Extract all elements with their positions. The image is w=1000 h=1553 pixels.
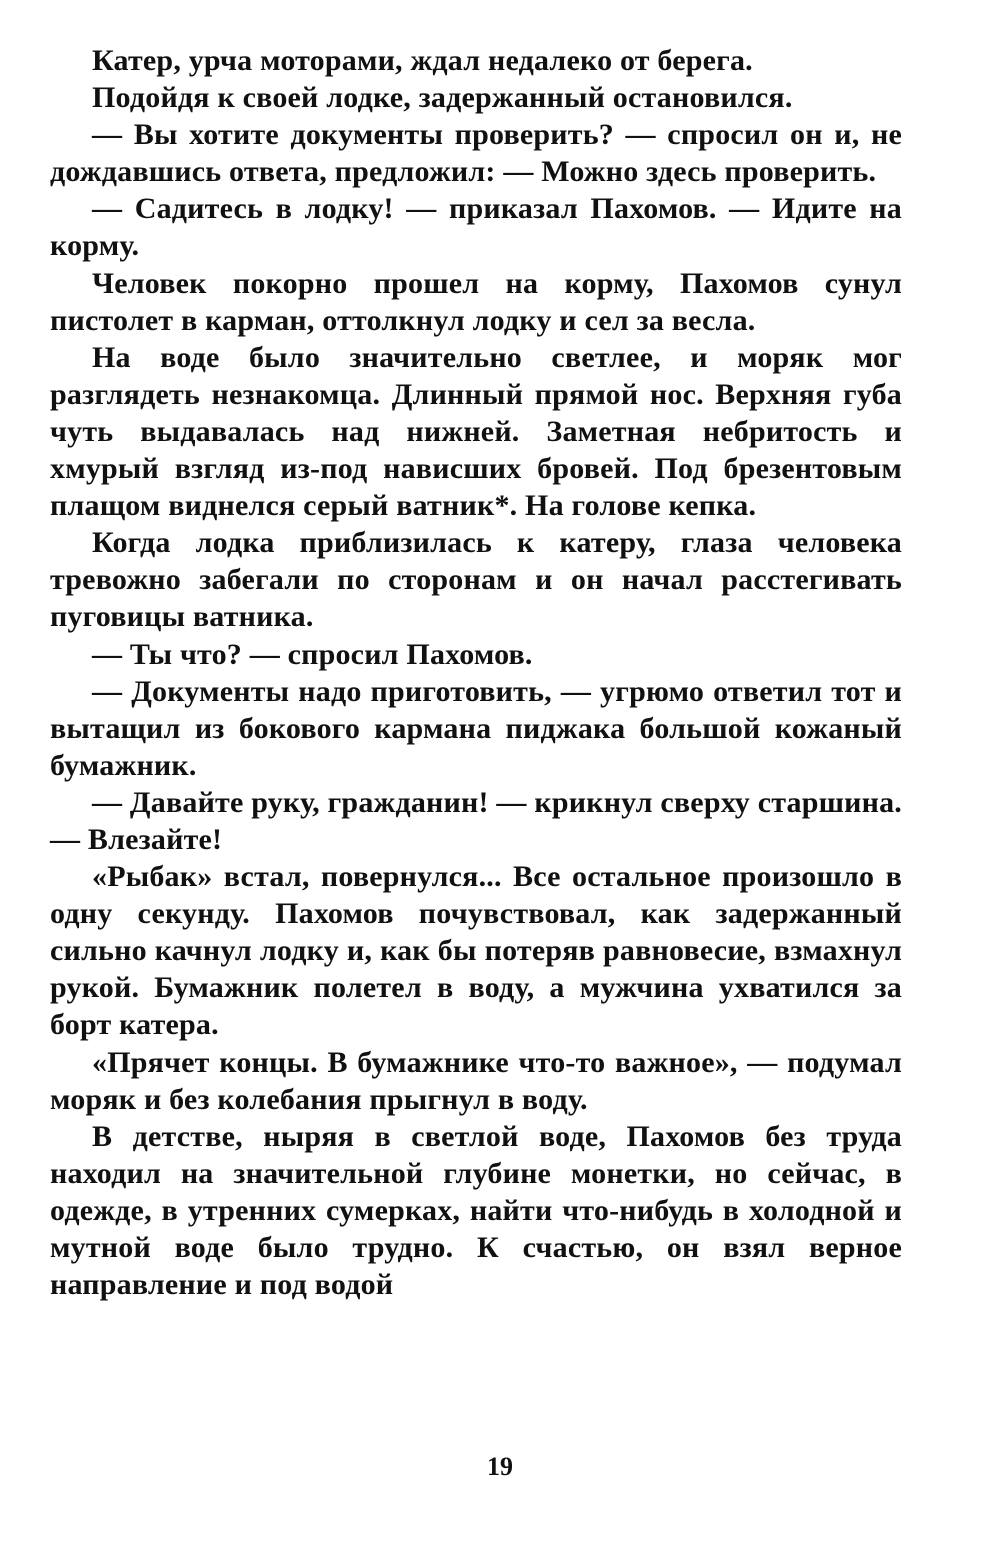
paragraph: В детстве, ныряя в светлой воде, Пахомов без труда находил на значительной глубине монетки, но сейчас, в одежде, в утренних сумерках, найти что-нибудь в холодной и мутной воде было трудно. К счастью, он взял верное направление и под водой: [50, 1119, 902, 1302]
paragraph: Человек покорно прошел на корму, Пахомов сунул пистолет в карман, оттолкнул лодку и сел за весла.: [50, 266, 902, 337]
paragraph: Катер, урча моторами, ждал недалеко от берега.: [92, 44, 753, 77]
paragraph: — Ты что? — спросил Пахомов.: [92, 637, 533, 671]
paragraph: «Рыбак» встал, повернулся... Все остальное произошло в одну секунду. Пахомов почувствовал, как задержанный сильно качнул лодку и, как бы потеряв равновесие, взмахнул рукой. Бумажник полетел в воду, а мужчина ухватился за борт катера.: [50, 860, 902, 1042]
paragraph: — Документы надо приготовить, — угрюмо ответил тот и вытащил из бокового кармана пиджака большой кожаный бумажник.: [50, 674, 902, 782]
paragraph: — Вы хотите документы проверить? — спросил он и, не дождавшись ответа, предложил: — Можно здесь проверить.: [50, 118, 902, 189]
paragraph: Подойдя к своей лодке, задержанный остановился.: [92, 81, 793, 115]
page-number: 19: [487, 1452, 513, 1481]
paragraph: Когда лодка приблизилась к катеру, глаза человека тревожно забегали по сторонам и он начал расстегивать пуговицы ватника.: [50, 526, 902, 634]
paragraph: На воде было значительно светлее, и моряк мог разглядеть незнакомца. Длинный прямой нос. Верхняя губа чуть выдавалась над нижней. Заметная небритость и хмурый взгляд из-под нависших бровей. Под брезентовым плащом виднелся серый ватник*. На голове кепка.: [50, 340, 902, 523]
paragraph: — Давайте руку, гражданин! — крикнул сверху старшина. — Влезайте!: [50, 785, 902, 856]
paragraph: — Садитесь в лодку! — приказал Пахомов. — Идите на корму.: [50, 192, 902, 263]
body-text: [50, 42, 902, 1303]
paragraph: «Прячет концы. В бумажнике что-то важное», — подумал моряк и без колебания прыгнул в воду.: [50, 1045, 902, 1116]
